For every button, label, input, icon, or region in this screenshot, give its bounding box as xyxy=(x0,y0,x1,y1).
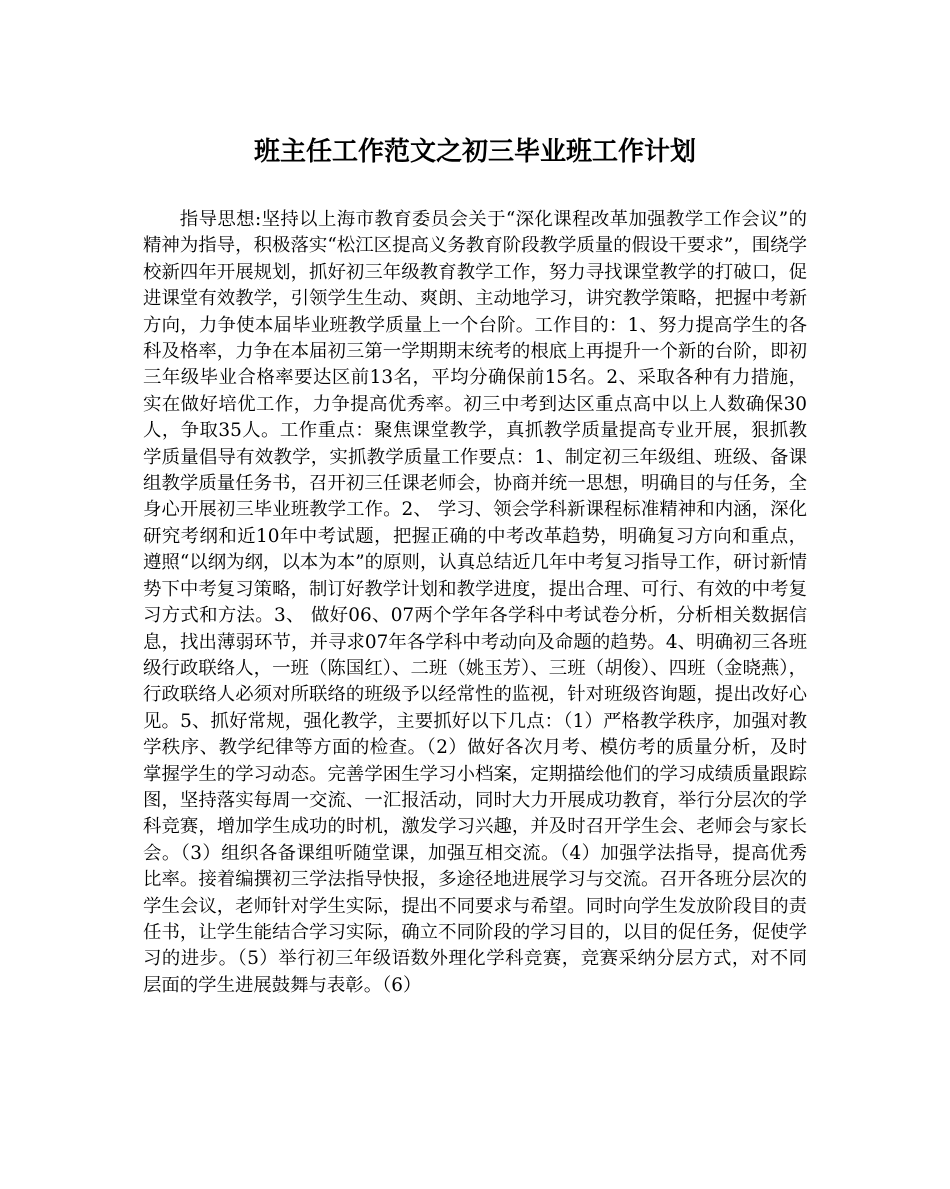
document-body-paragraph: 指导思想:坚持以上海市教育委员会关于“深化课程改革加强教学工作会议”的精神为指导，积极落实“松江区提高义务教育阶段教学质量的假设干要求”，围绕学校新四年开展规划，抓好初三年级教育教学工作，努力寻找课堂教学的打破口，促进课堂有效教学，引领学生生动、爽朗、主动地学习，讲究教学策略，把握中考新方向，力争使本届毕业班教学质量上一个台阶。工作目的：1、努力提高学生的各科及格率，力争在本届初三第一学期期末统考的根底上再提升一个新的台阶，即初三年级毕业合格率要达区前13名，平均分确保前15名。2、采取各种有力措施，实在做好培优工作，力争提高优秀率。初三中考到达区重点高中以上人数确保30人，争取35人。工作重点：聚焦课堂教学，真抓教学质量提高专业开展，狠抓教学质量倡导有效教学，实抓教学质量工作要点：1、制定初三年级组、班级、备课组教学质量任务书，召开初三任课老师会，协商并统一思想，明确目的与任务，全身心开展初三毕业班教学工作。2、 学习、领会学科新课程标准精神和内涵，深化研究考纲和近10年中考试题，把握正确的中考改革趋势，明确复习方向和重点，遵照“以纲为纲，以本为本”的原则，认真总结近几年中考复习指导工作，研讨新情势下中考复习策略，制订好教学计划和教学进度，提出合理、可行、有效的中考复习方式和方法。3、 做好06、07两个学年各学科中考试卷分析，分析相关数据信息，找出薄弱环节，并寻求07年各学科中考动向及命题的趋势。4、明确初三各班级行政联络人，一班（陈国红）、二班（姚玉芳）、三班（胡俊）、四班（金晓燕），行政联络人必须对所联络的班级予以经常性的监视，针对班级咨询题，提出改好心见。5、抓好常规，强化教学，主要抓好以下几点：（1）严格教学秩序，加强对教学秩序、教学纪律等方面的检查。（2）做好各次月考、模仿考的质量分析，及时掌握学生的学习动态。完善学困生学习小档案，定期描绘他们的学习成绩质量跟踪图，坚持落实每周一交流、一汇报活动，同时大力开展成功教育，举行分层次的学科竞赛，增加学生成功的时机，激发学习兴趣，并及时召开学生会、老师会与家长会。（3）组织各备课组听随堂课，加强互相交流。（4）加强学法指导，提高优秀比率。接着编撰初三学法指导快报，多途径地进展学习与交流。召开各班分层次的学生会议，老师针对学生实际，提出不同要求与希望。同时向学生发放阶段目的责任书，让学生能结合学习实际，确立不同阶段的学习目的，以目的促任务，促使学习的进步。（5）举行初三年级语数外理化学科竞赛，竞赛采纳分层方式，对不同层面的学生进展鼓舞与表彰。（6） xyxy=(143,209,807,996)
document-title: 班主任工作范文之初三毕业班工作计划 xyxy=(253,137,696,167)
